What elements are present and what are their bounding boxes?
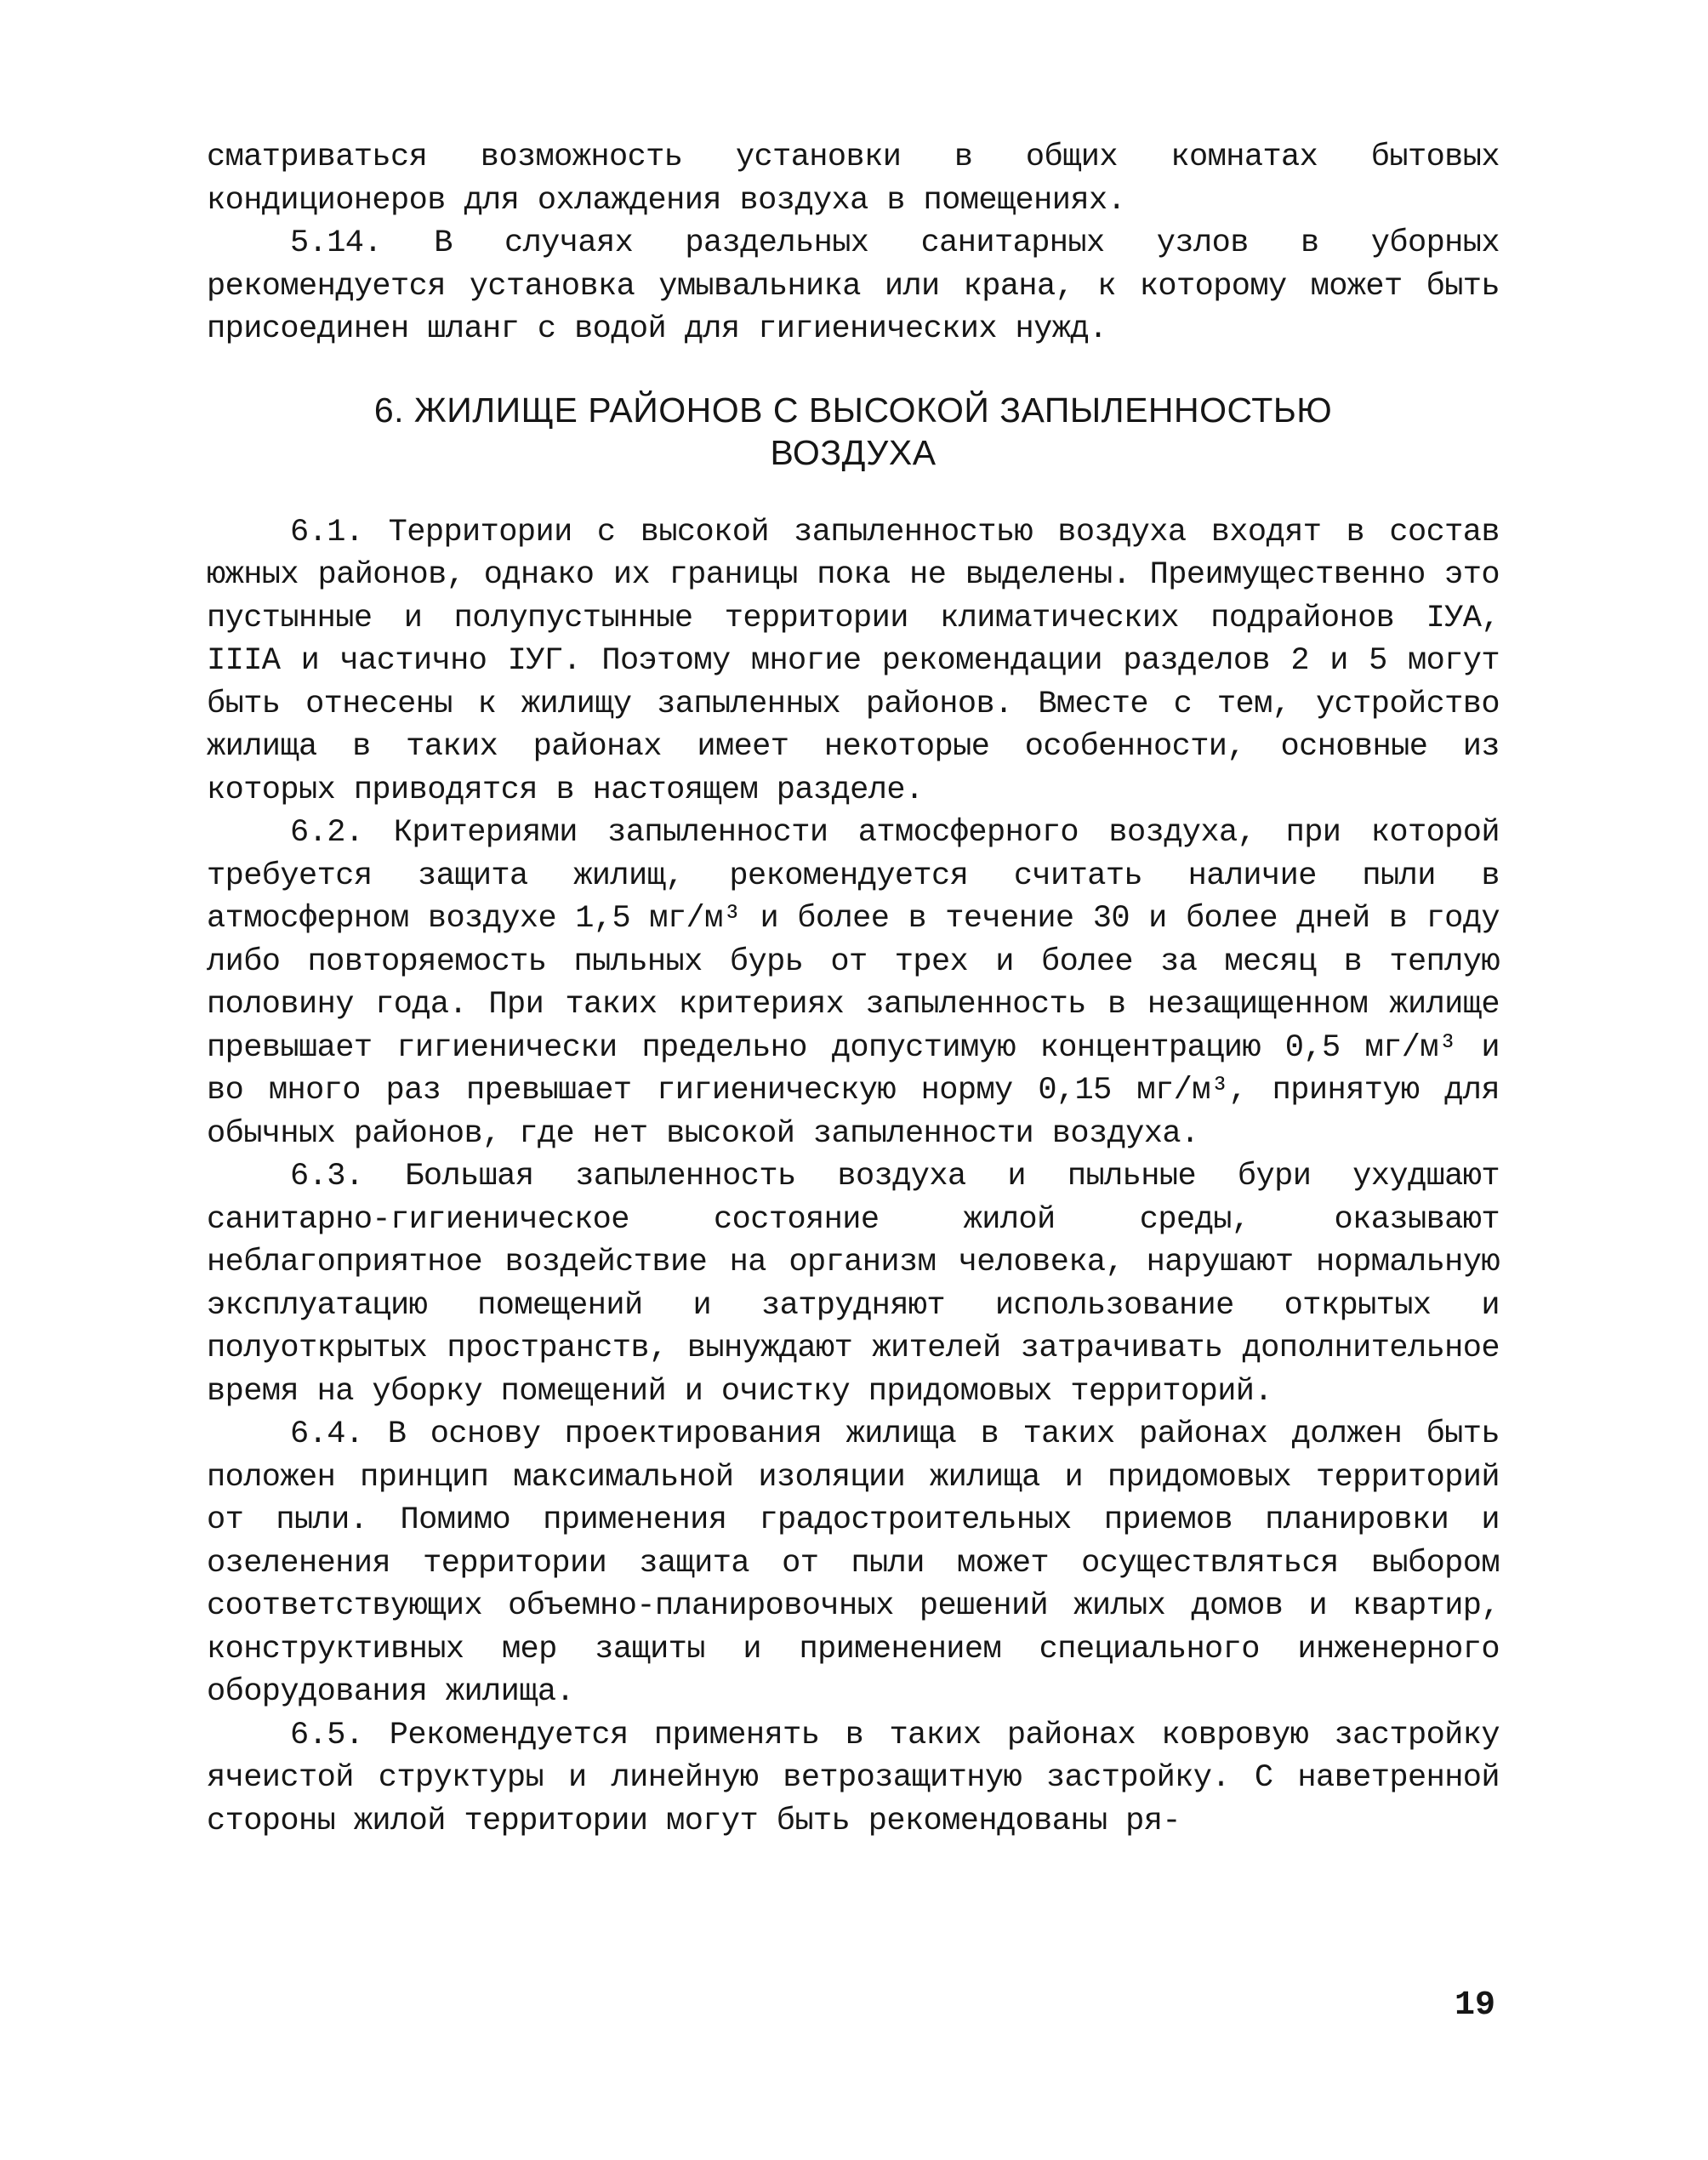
section-heading-line-2: ВОЗДУХА xyxy=(770,432,937,472)
paragraph-continuation: сматриваться возможность установки в общих комнатах бытовых кондиционеров для охлаждения воздуха в помещениях. xyxy=(207,140,1500,219)
page-number: 19 xyxy=(1454,1986,1495,2025)
paragraph-6-2: 6.2. Критериями запыленности атмосферного воздуха, при которой требуется защита жилищ, рекомендуется считать наличие пыли в атмосферном воздухе 1,5 мг/м³ и более в течение 30 и более дней в году либо повторяемость пыльных бурь от трех и более за месяц в теплую половину года. При таких критериях запыленность в незащищенном жилище превышает гигиенически предельно допустимую концентрацию 0,5 мг/м³ и во много раз превышает гигиеническую норму 0,15 мг/м³, принятую для обычных районов, где нет высокой запыленности воздуха. xyxy=(207,815,1500,1152)
document-page xyxy=(207,136,1500,1843)
paragraph-5-14: 5.14. В случаях раздельных санитарных узлов в уборных рекомендуется установка умывальника или крана, к которому может быть присоединен шланг с водой для гигиенических нужд. xyxy=(207,225,1500,347)
paragraph-6-1: 6.1. Территории с высокой запыленностью воздуха входят в состав южных районов, однако их границы пока не выделены. Преимущественно это пустынные и полупустынные территории климатических подрайонов IУА, IIIА и частично IУГ. Поэтому многие рекомендации разделов 2 и 5 могут быть отнесены к жилищу запыленных районов. Вместе с тем, устройство жилища в таких районах имеет некоторые особенности, основные из которых приводятся в настоящем разделе. xyxy=(207,514,1500,808)
section-heading xyxy=(207,389,1500,474)
paragraph-6-4: 6.4. В основу проектирования жилища в таких районах должен быть положен принцип максимальной изоляции жилища и придомовых территорий от пыли. Помимо применения градостроительных приемов планировки и озеленения территории защита от пыли может осуществляться выбором соответствующих объемно-планировочных решений жилых домов и квартир, конструктивных мер защиты и применением специального инженерного оборудования жилища. xyxy=(207,1416,1500,1710)
section-heading-line-1: 6. ЖИЛИЩЕ РАЙОНОВ С ВЫСОКОЙ ЗАПЫЛЕННОСТЬЮ xyxy=(373,390,1333,430)
paragraph-6-3: 6.3. Большая запыленность воздуха и пыльные бури ухудшают санитарно-гигиеническое состояние жилой среды, оказывают неблагоприятное воздействие на организм человека, нарушают нормальную эксплуатацию помещений и затрудняют использование открытых и полуоткрытых пространств, вынуждают жителей затрачивать дополнительное время на уборку помещений и очистку придомовых территорий. xyxy=(207,1159,1500,1410)
paragraph-6-5: 6.5. Рекомендуется применять в таких районах ковровую застройку ячеистой структуры и линейную ветрозащитную застройку. С наветренной стороны жилой территории могут быть рекомендованы ря- xyxy=(207,1717,1500,1839)
